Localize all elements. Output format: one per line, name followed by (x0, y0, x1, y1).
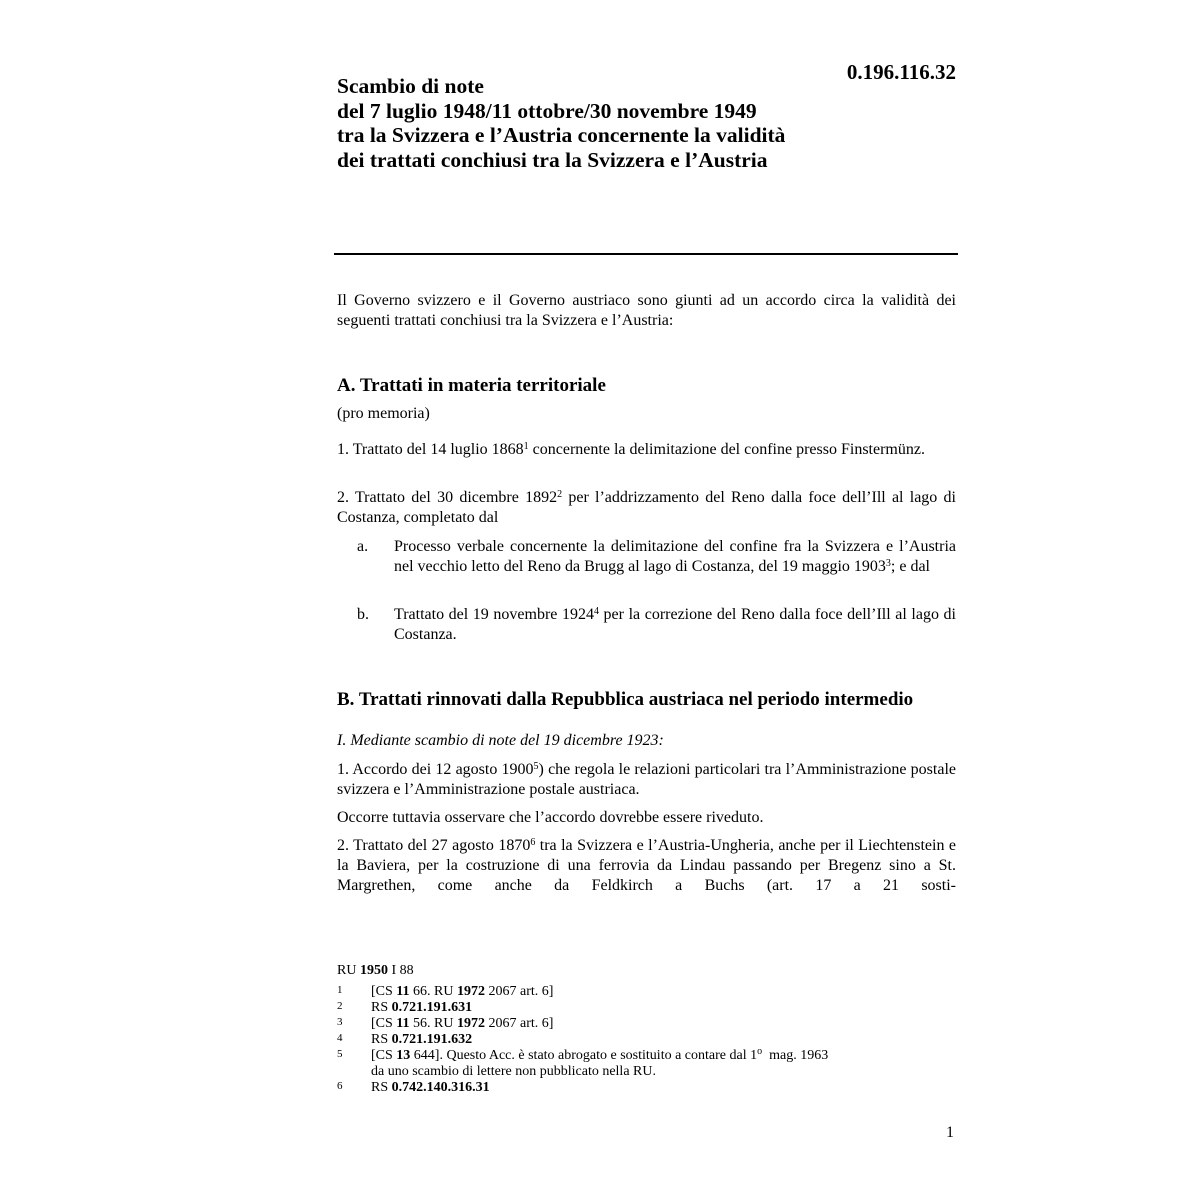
item-text: 2. Trattato del 30 dicembre 1892 (337, 489, 558, 506)
section-a-item-1 (337, 440, 956, 460)
section-b-item-1 (337, 760, 956, 800)
item-text: per la correzione del Reno dalla foce dell’Ill al lago di Costanza. (394, 606, 956, 643)
footnote-ref: 4 (593, 606, 599, 617)
item-text: ; e dal (890, 558, 930, 575)
ru-prefix: RU (337, 963, 360, 978)
item-text: 2. Trattato del 27 agosto 1870 (337, 837, 531, 854)
footnote (337, 1032, 937, 1048)
subitem-text (394, 537, 956, 577)
footnote (337, 1000, 937, 1016)
title-line: Scambio di note (337, 74, 484, 98)
subitem-text (394, 605, 956, 645)
footnote-number: 3 (337, 1016, 343, 1028)
section-a-item-2 (337, 488, 956, 528)
footnote-number: 4 (337, 1032, 343, 1044)
footnote-number: 2 (337, 1000, 343, 1012)
section-a-note: (pro memoria) (337, 405, 430, 422)
section-a-subitem-b (357, 605, 956, 645)
footnotes (337, 984, 937, 1096)
footnote-ref: 2 (557, 489, 563, 500)
footnote-number: 6 (337, 1080, 343, 1092)
footnote-ref: 3 (885, 558, 891, 569)
item-text: per l’addrizzamento del Reno dalla foce dell’Ill al lago di Costanza, completato dal (337, 489, 956, 526)
section-a-heading: A. Trattati in materia territoriale (337, 375, 606, 396)
page-number: 1 (946, 1124, 954, 1141)
footnote-text: RS 0.742.140.316.31 (371, 1080, 490, 1095)
item-text: Trattato del 19 novembre 1924 (394, 606, 594, 623)
footnote-text: [CS 13 644]. Questo Acc. è stato abrogato e sostituito a contare dal 1$^o$ mag. 1963 da uno scambio di lettere non pubblicato nella RU. (371, 1046, 829, 1079)
footnote (337, 1048, 937, 1080)
footnote-text: RS 0.721.191.632 (371, 1032, 473, 1047)
footnote-ref: 6 (530, 837, 536, 848)
ru-year: 1950 (359, 963, 388, 978)
subitem-label: b. (357, 606, 369, 623)
item-text: ) che regola le relazioni particolari tra l’Amministrazione postale svizzera e l’Amministrazione postale austriaca. (337, 761, 956, 798)
footnote-text: [CS 11 56. RU 1972 2067 art. 6] (371, 1016, 554, 1031)
section-a-subitem-a (357, 537, 956, 577)
footnote (337, 1016, 937, 1032)
title-line: tra la Svizzera e l’Austria concernente la validità (337, 123, 786, 147)
item-text: concernente la delimitazione del confine presso Finstermünz. (528, 441, 925, 458)
section-b-item-2 (337, 836, 956, 896)
section-b-subheading: I. Mediante scambio di note del 19 dicembre 1923: (337, 732, 664, 749)
footnote-ref: 1 (523, 441, 529, 452)
title-line: del 7 luglio 1948/11 ottobre/30 novembre 1949 (337, 98, 757, 123)
intro-paragraph: Il Governo svizzero e il Governo austriaco sono giunti ad un accordo circa la validità dei seguenti trattati conchiusi tra la Svizzera e l’Austria: (337, 292, 956, 329)
footnote-text: RS 0.721.191.631 (371, 1000, 473, 1015)
section-b-remark: Occorre tuttavia osservare che l’accordo dovrebbe essere riveduto. (337, 809, 764, 826)
ru-suffix: I 88 (387, 963, 414, 978)
title-line: dei trattati conchiusi tra la Svizzera e l’Austria (337, 147, 768, 172)
item-text: Processo verbale concernente la delimitazione del confine fra la Svizzera e l’Austria nel vecchio letto del Reno da Brugg al lago di Costanza, del 19 maggio 1903 (394, 538, 956, 575)
footnote-text: [CS 11 66. RU 1972 2067 art. 6] (371, 984, 554, 999)
item-text: 1. Trattato del 14 luglio 1868 (337, 441, 524, 458)
item-text: 1. Accordo dei 12 agosto 1900 (337, 761, 534, 778)
subitem-label: a. (357, 538, 369, 555)
section-b-heading: B. Trattati rinnovati dalla Repubblica austriaca nel periodo intermedio (337, 689, 914, 710)
ru-reference (337, 963, 414, 979)
footnote (337, 984, 937, 1000)
footnote-number: 1 (337, 984, 343, 996)
document-title (337, 74, 937, 172)
footnote-ref: 5 (533, 761, 539, 772)
sr-number: 0.196.116.32 (846, 60, 956, 84)
title-divider (334, 253, 958, 255)
footnote (337, 1080, 937, 1096)
footnote-number: 5 (337, 1048, 343, 1060)
item-text: tra la Svizzera e l’Austria-Ungheria, anche per il Liechtenstein e la Baviera, per la costruzione di una ferrovia da Lindau passando per Bregenz sino a St. Margrethen, come anche da Feldkirch a Buchs (art. 17 a 21 sosti- (337, 837, 957, 894)
